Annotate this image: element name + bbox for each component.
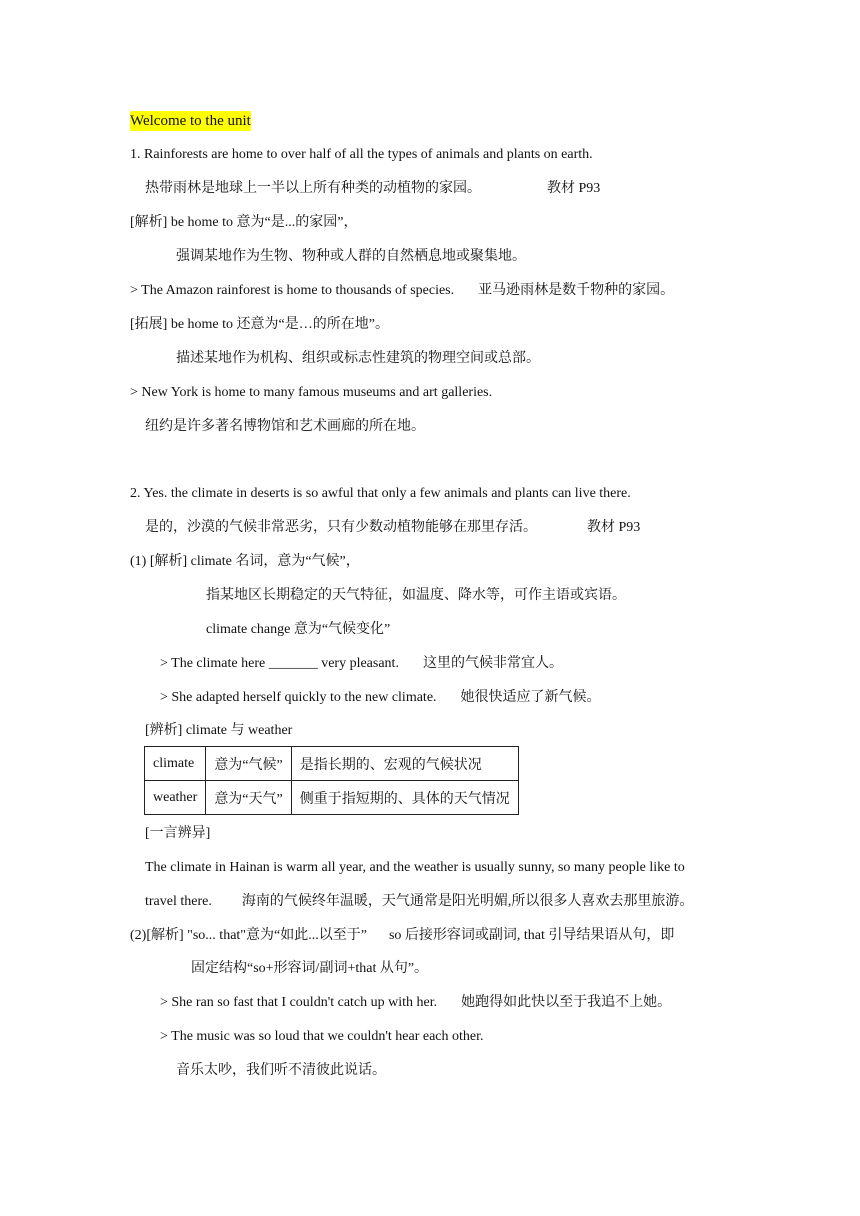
item2-p1-head: (1) [解析] climate 名词，意为“气候”， [130, 554, 360, 569]
item2-p1-example1-en: > The climate here _______ very pleasant. [160, 656, 399, 671]
item2-source: 教材 P93 [587, 520, 641, 535]
table-cell: 意为“气候” [206, 747, 291, 781]
item2-sentence: 2. Yes. the climate in deserts is so awful that only a few animals and plants can live there. [130, 486, 631, 501]
item2-translation-text: 是的，沙漠的气候非常恶劣，只有少数动植物能够在那里存活。 [145, 520, 537, 535]
item2-p2-example2-en: > The music was so loud that we couldn't hear each other. [160, 1029, 484, 1044]
item2-p1-detail: 指某地区长期稳定的天气特征，如温度、降水等，可作主语或宾语。 [206, 588, 626, 603]
compare-table [144, 746, 519, 815]
item1-analysis-detail: 强调某地作为生物、物种或人群的自然栖息地或聚集地。 [176, 249, 526, 264]
item1-example2-en: > New York is home to many famous museums and art galleries. [130, 385, 493, 400]
item2-p2-example1 [160, 993, 671, 1013]
table-cell: 是指长期的、宏观的气候状况 [291, 747, 518, 781]
item2-one-sentence-cn: 海南的气候终年温暖，天气通常是阳光明媚,所以很多人喜欢去那里旅游。 [241, 894, 694, 909]
item2-p1-example2-en: > She adapted herself quickly to the new climate. [160, 690, 437, 705]
item2-one-sentence-line2 [145, 892, 693, 912]
item2-one-sentence-head: [一言辨异] [145, 826, 211, 841]
item2-p2-detail: 固定结构“so+形容词/副词+that 从句”。 [191, 961, 429, 976]
item2-p1-example1-cn: 这里的气候非常宜人。 [422, 656, 563, 671]
item1-example1-en: > The Amazon rainforest is home to thousands of species. [130, 283, 455, 298]
item2-p2-example2-cn: 音乐太吵，我们听不清彼此说话。 [176, 1063, 386, 1078]
item2-p2-example1-en: > She ran so fast that I couldn't catch up with her. [160, 995, 438, 1010]
table-cell: 侧重于指短期的、具体的天气情况 [291, 781, 518, 815]
table-cell: climate [145, 747, 206, 781]
item1-example2-cn: 纽约是许多著名博物馆和艺术画廊的所在地。 [145, 419, 425, 434]
table-cell: weather [145, 781, 206, 815]
item2-p2-head-b: so 后接形容词或副词, that 引导结果语从句，即 [388, 928, 675, 943]
item2-p1-phrase: climate change 意为“气候变化” [206, 622, 391, 637]
item2-compare-head: [辨析] climate 与 weather [145, 723, 293, 738]
item2-translation [145, 518, 640, 538]
item1-analysis-head: [解析] be home to 意为“是...的家园”， [130, 215, 358, 230]
item2-p2-head-a: (2)[解析] "so... that"意为“如此...以至于” [130, 928, 367, 943]
item2-p1-example1 [160, 654, 563, 674]
item1-example1 [130, 281, 674, 301]
item2-p1-example2 [160, 688, 601, 708]
table-cell: 意为“天气” [206, 781, 291, 815]
table-row [145, 747, 519, 781]
item2-one-sentence-en-a: The climate in Hainan is warm all year, and the weather is usually sunny, so many people like to [145, 860, 685, 875]
item1-source: 教材 P93 [547, 181, 601, 196]
item1-translation-text: 热带雨林是地球上一半以上所有种类的动植物的家园。 [145, 181, 481, 196]
item2-one-sentence-en-b: travel there. [145, 894, 212, 909]
item2-p2-example1-cn: 她跑得如此快以至于我追不上她。 [461, 995, 672, 1010]
item1-sentence: 1. Rainforests are home to over half of all the types of animals and plants on earth. [130, 147, 593, 162]
item1-extension-detail: 描述某地作为机构、组织或标志性建筑的物理空间或总部。 [176, 351, 540, 366]
item2-p2-head [130, 926, 674, 946]
item1-translation [145, 179, 600, 199]
item2-p1-example2-cn: 她很快适应了新气候。 [460, 690, 601, 705]
item1-example1-cn: 亚马逊雨林是数千物种的家园。 [478, 283, 675, 298]
section-title: Welcome to the unit [130, 113, 251, 129]
table-row [145, 781, 519, 815]
item1-extension-head: [拓展] be home to 还意为“是…的所在地”。 [130, 317, 389, 332]
